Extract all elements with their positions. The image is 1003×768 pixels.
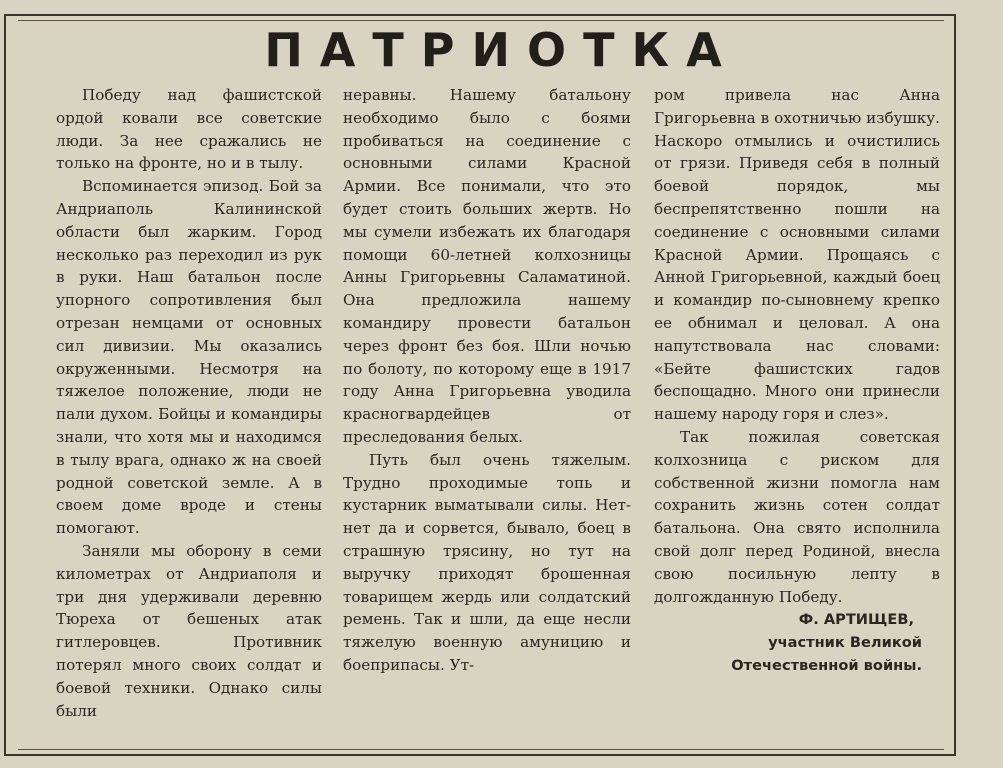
column-3: [654, 84, 940, 678]
author-title-line2: Отечественной войны.: [731, 656, 922, 674]
column-2: [343, 84, 631, 677]
frame-top-rule: [18, 20, 944, 21]
paragraph: Путь был очень тяжелым. Трудно проходимые топь и кустарник выматывали силы. Нет-нет да и сорвется, бывало, боец в страшную трясину, но тут на выручку приходят брошенная товарищем жердь или солдатский ремень. Так и шли, да еще несли тяжелую военную амуницию и боеприпасы. Ут-: [343, 450, 631, 674]
paragraph: ром привела нас Анна Григорьевна в охотничью избушку. Наскоро отмылись и очистились от грязи. Приведя себя в полный боевой порядок, мы беспрепятственно пошли на соединение с основными силами Красной Армии. Прощаясь с Анной Григорьевной, каждый боец и командир по-сыновнему крепко ее обнимал и целовал. А она напутствовала нас словами: «Бейте фашистских гадов беспощадно. Много они принесли нашему народу горя и слез».: [654, 86, 940, 424]
paragraph: неравны. Нашему батальону необходимо было с боями пробиваться на соединение с основными силами Красной Армии. Все понимали, что это будет стоить больших жертв. Но мы сумели избежать их благодаря помощи 60-летней колхозницы Анны Григорьевны Саламатиной. Она предложила нашему командиру провести батальон через фронт без боя. Шли ночью по болоту, по которому еще в 1917 году Анна Григорьевна уводила красногвардейцев от преследования белых.: [343, 86, 631, 446]
author-name: Ф. АРТИЩЕВ,: [798, 611, 914, 629]
column-1: [56, 84, 322, 722]
paragraph: Победу над фашистской ордой ковали все советские люди. За нее сражались не только на фронте, но и в тылу.: [56, 86, 322, 173]
paragraph: Заняли мы оборону в семи километрах от Андриаполя и три дня удерживали деревню Тюреха от бешеных атак гитлеровцев. Противник потерял много своих солдат и боевой техники. Однако силы были: [56, 541, 322, 720]
frame-bottom-rule: [18, 749, 944, 750]
paragraph: Вспоминается эпизод. Бой за Андриаполь Калининской области был жарким. Город несколько раз переходил из рук в руки. Наш батальон после упорного сопротивления был отрезан немцами от основных сил дивизии. Мы оказались окруженными. Несмотря на тяжелое положение, люди не пали духом. Бойцы и командиры знали, что хотя мы и находимся в тылу врага, однако ж на своей родной советской земле. А в своем доме вроде и стены помогают.: [56, 177, 322, 538]
paragraph: Так пожилая советская колхозница с риском для собственной жизни помогла нам сохранить жизнь сотен солдат батальона. Она свято исполнила свой долг перед Родиной, внесла свою посильную лепту в долгожданную Победу.: [654, 427, 940, 606]
author-title-line1: участник Великой: [768, 634, 922, 652]
article-title: ПАТРИОТКА: [264, 23, 739, 77]
